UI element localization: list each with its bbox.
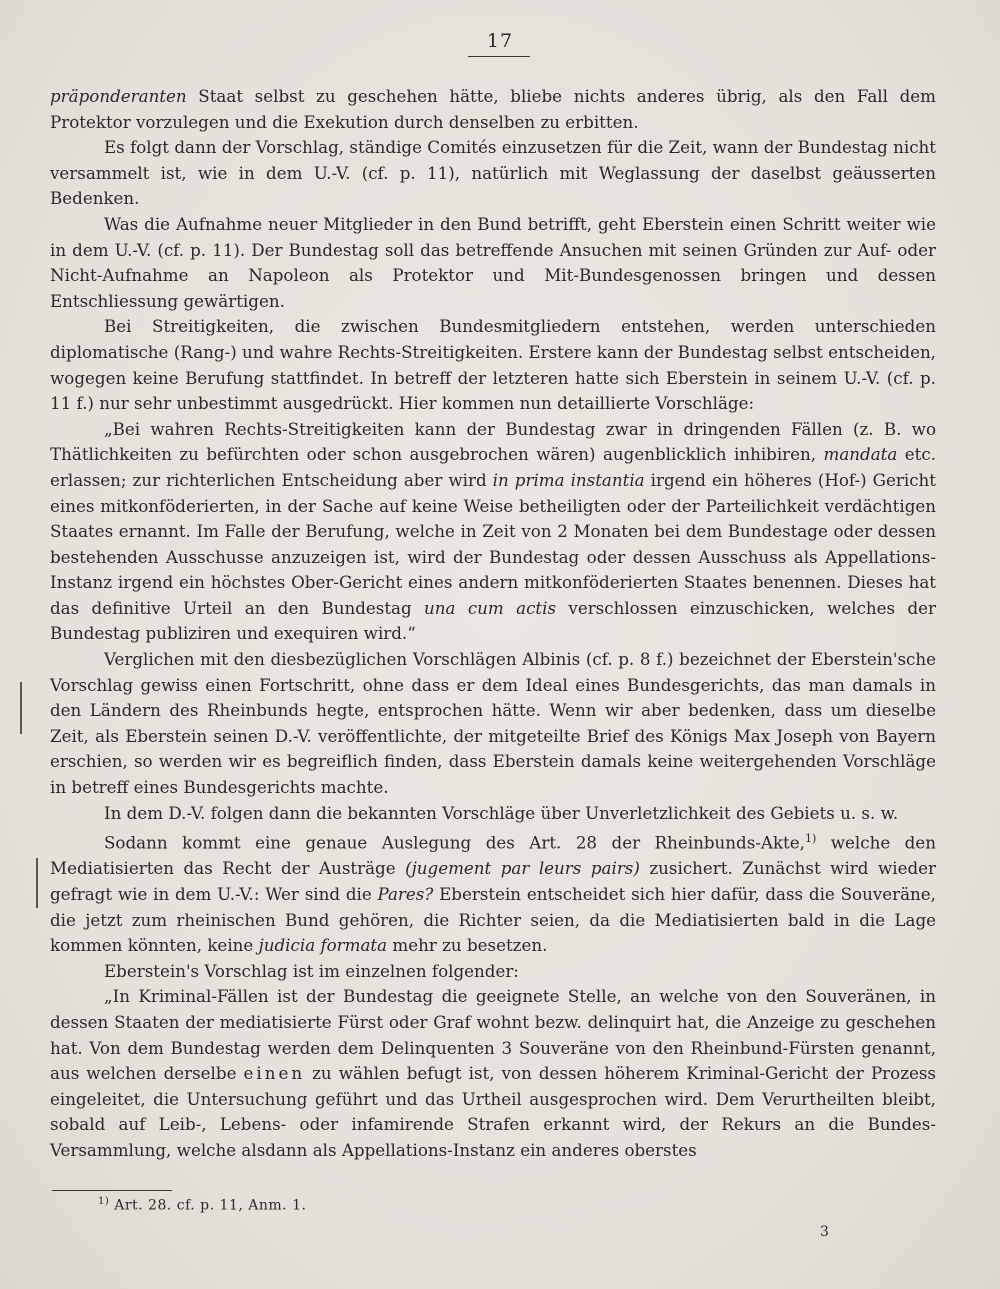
footnote-rule [52, 1190, 172, 1191]
paragraph-1-text: Staat selbst zu geschehen hätte, bliebe nichts anderes übrig, als den Fall dem Protektor vorzulegen und die Exekution durch denselben zu erbitten. [50, 86, 936, 132]
paragraph-4: Bei Streitigkeiten, die zwischen Bundesmitgliedern entstehen, werden unterschieden diplomatische (Rang-) und wahre Rechts-Streitigkeiten. Erstere kann der Bundestag selbst entscheiden, wogegen keine Berufung stattfindet. In betreff der letzteren hatte sich Eberstein in seinem U.-V. (cf. p. 11 f.) nur sehr unbestimmt ausgedrückt. Hier kommen nun detaillierte Vorschläge: [50, 316, 936, 414]
spaced-emphasis: einen [243, 1063, 306, 1084]
quotation-2-part-a: „In Kriminal-Fällen ist der Bundestag die geeignete Stelle, an welche von den Souveränen, in dessen Staaten der mediatisierte Fürst oder Graf wohnt bezw. delinquirt hat, die Anzeige zu geschehen hat. Von dem Bundestag werden dem Delinquenten 3 Souveräne von den Rheinbund-Fürsten genannt, aus welchen derselbe [50, 986, 936, 1084]
footnote [98, 1196, 306, 1214]
paragraph-5: Verglichen mit den diesbezüglichen Vorschlägen Albinis (cf. p. 8 f.) bezeichnet der Eberstein'sche Vorschlag gewiss einen Fortschritt, ohne dass er dem Ideal eines Bundesgerichts, das man damals in den Ländern des Rheinbunds hegte, entsprochen hätte. Wenn wir aber bedenken, dass um dieselbe Zeit, als Eberstein seinen D.-V. veröffentlichte, der mitgeteilte Brief des Königs Max Joseph von Bayern erschien, so werden wir es begreiflich finden, dass Eberstein damals keine weitergehenden Vorschläge in betreff eines Bundesgerichts machte. [50, 649, 936, 798]
paragraph-3: Was die Aufnahme neuer Mitglieder in den Bund betrifft, geht Eberstein einen Schritt weiter wie in dem U.-V. (cf. p. 11). Der Bundestag soll das betreffende Ansuchen mit seinen Gründen zur Auf- oder Nicht-Aufnahme an Napoleon als Protektor und Mit-Bundesgenossen bringen und dessen Entschliessung gewärtigen. [50, 213, 936, 311]
italic-term: mandata [823, 444, 898, 465]
quotation-1-part-a: „Bei wahren Rechts-Streitigkeiten kann der Bundestag zwar in dringenden Fällen (z. B. wo Thätlichkeiten zu befürchten oder schon ausgebrochen wären) augenblicklich inhibiren, [50, 418, 936, 465]
quotation-1 [50, 417, 936, 647]
quotation-2 [50, 984, 936, 1163]
paragraph-1 [50, 84, 936, 135]
paragraph-7-part-c: zusichert. Zunächst wird wieder gefragt wie in dem U.-V.: Wer sind die [50, 858, 936, 904]
italic-term: (jugement par leurs pairs) [405, 858, 640, 879]
italic-term: präponderanten [50, 86, 187, 106]
quotation-2-part-b: zu wählen befugt ist, von dessen höherem Kriminal-Gericht der Prozess eingeleitet, die Untersuchung geführt und das Urtheil ausgesprochen wird. Dem Verurtheilten bleibt, sobald auf Leib-, Lebens- oder infamirende Strafen erkannt wird, der Rekurs an die Bundes-Versammlung, welche alsdann als Appellations-Instanz ein anderes oberstes [50, 1063, 936, 1160]
paragraph-7-part-e: mehr zu besetzen. [387, 935, 548, 956]
italic-term: Pares? [377, 883, 434, 904]
page-number: 17 [486, 30, 514, 52]
margin-mark-2 [36, 858, 38, 908]
paragraph-7-part-b: welche den Mediatisierten das Recht der Austräge [50, 832, 936, 879]
quotation-1-part-d: verschlossen einzuschicken, welches der Bundestag publiziren und exequiren wird.“ [50, 597, 937, 644]
paragraph-7-part-d: Eberstein entscheidet sich hier dafür, dass die Souveräne, die jetzt zum rheinischen Bund gehören, die Richter seien, da die Mediatisierten bald in die Lage kommen könnten, keine [50, 883, 936, 956]
quotation-1-part-c: irgend ein höheres (Hof-) Gericht eines mitkonföderierten, in der Sache auf keine Weise betheiligten oder der Parteilichkeit verdächtigen Staates ernannt. Im Falle der Berufung, welche in Zeit von 2 Monaten bei dem Bundestage oder dessen bestehenden Ausschusse anzuzeigen ist, wird der Bundestag oder dessen Ausschuss als Appellations-Instanz irgend ein höchstes Ober-Gericht eines andern mitkonföderierten Staates benennen. Dieses hat das definitive Urteil an den Bundestag [50, 469, 937, 618]
page-number-rule [468, 56, 530, 57]
italic-term: judicia formata [258, 935, 388, 956]
italic-term: in prima instantia [492, 469, 645, 490]
paragraph-6: In dem D.-V. folgen dann die bekannten Vorschläge über Unverletzlichkeit des Gebiets u. s. w. [104, 802, 899, 823]
paragraph-8: Eberstein's Vorschlag ist im einzelnen folgender: [104, 960, 519, 981]
paragraph-7 [50, 826, 936, 959]
footnote-marker: 1) [98, 1196, 110, 1207]
footnote-reference: 1) [804, 832, 817, 846]
footnote-text: Art. 28. cf. p. 11, Anm. 1. [109, 1197, 307, 1214]
paragraph-2: Es folgt dann der Vorschlag, ständige Comités einzusetzen für die Zeit, wann der Bundestag nicht versammelt ist, wie in dem U.-V. (cf. p. 11), natürlich mit Weglassung der daselbst geäusserten Bedenken. [50, 137, 936, 209]
quotation-1-part-b: etc. erlassen; zur richterlichen Entscheidung aber wird [50, 444, 936, 490]
signature-mark: 3 [820, 1224, 829, 1240]
margin-mark-1 [20, 682, 22, 734]
paragraph-7-part-a: Sodann kommt eine genaue Auslegung des Art. 28 der Rheinbunds-Akte, [104, 832, 805, 853]
italic-term: una cum actis [424, 597, 557, 618]
body-text [50, 84, 936, 1164]
